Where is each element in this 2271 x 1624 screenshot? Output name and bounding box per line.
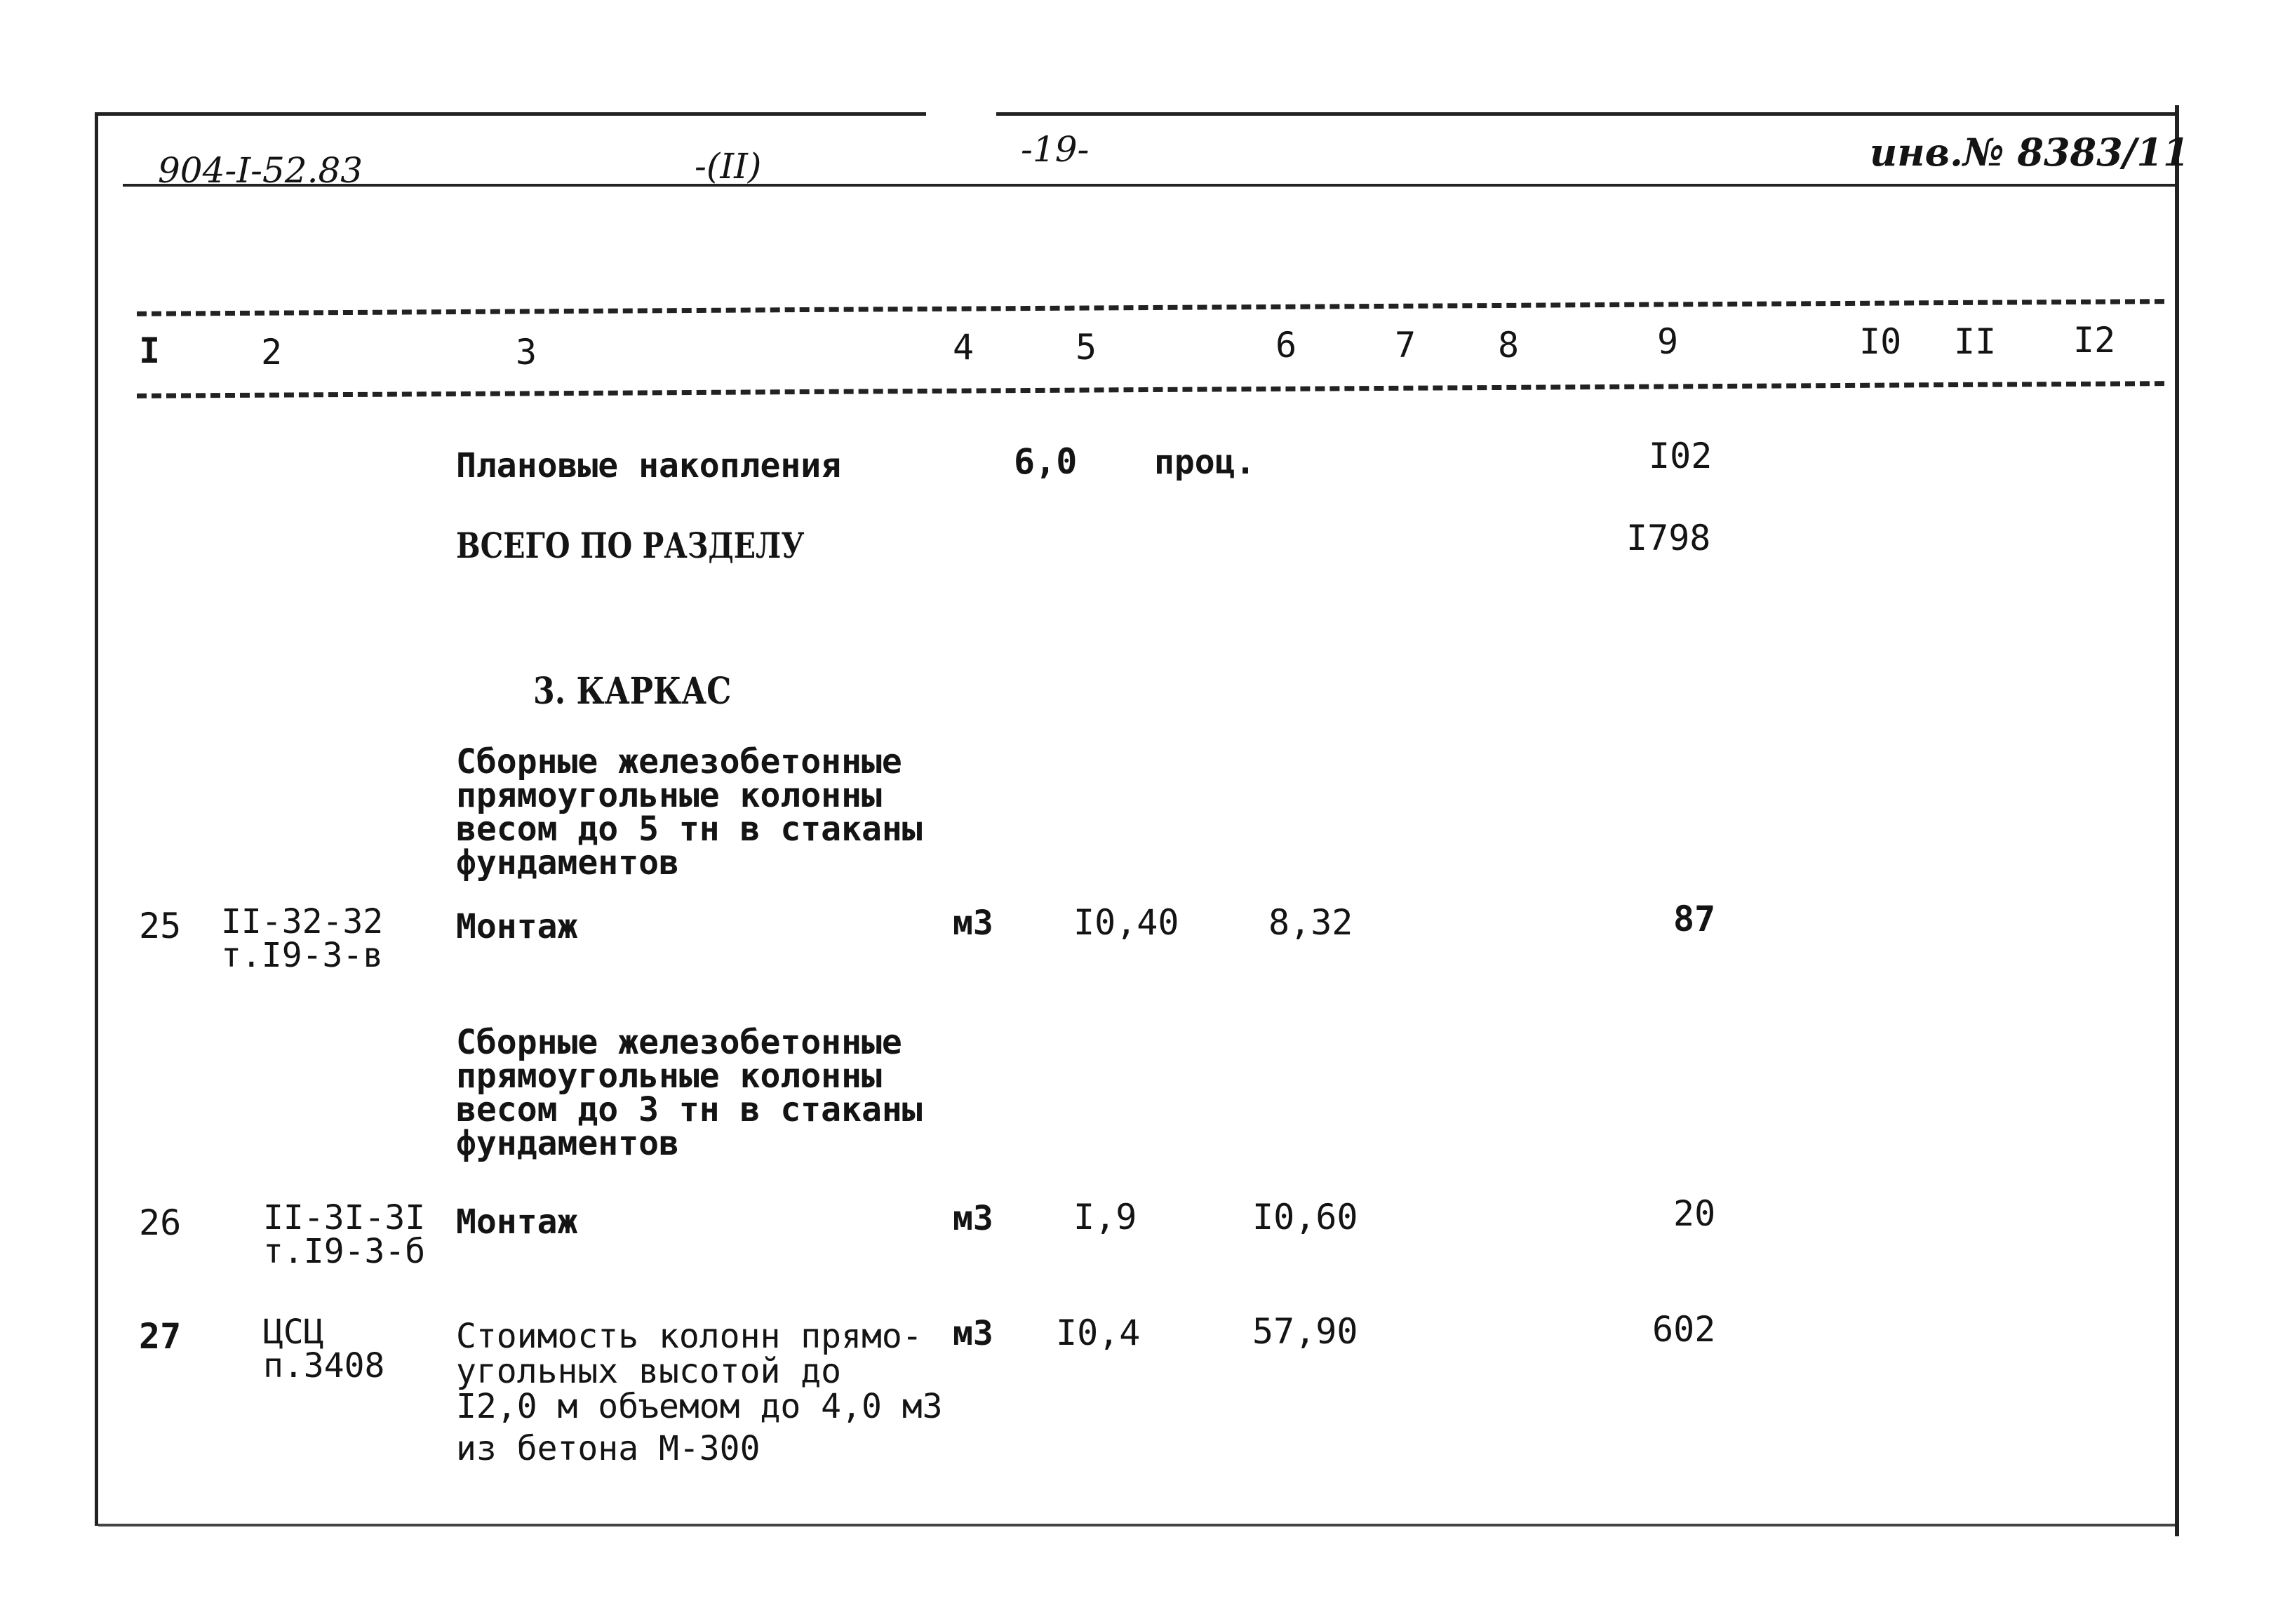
code-line: II-3I-3I [263, 1198, 426, 1237]
group-description [456, 1023, 923, 1163]
row-total: 20 [1673, 1193, 1716, 1234]
name-line: Стоимость колонн прямо- [456, 1317, 923, 1356]
column-number: 3 [516, 332, 537, 373]
column-number: 2 [261, 332, 283, 373]
row-quantity: I0,4 [1056, 1313, 1141, 1353]
header-underline [123, 184, 2175, 187]
name-line: угольных высотой до [456, 1352, 842, 1391]
row-name: Монтаж [456, 1202, 578, 1242]
row-total: I02 [1649, 436, 1713, 476]
row-unit: м3 [953, 904, 993, 943]
description-line: Сборные железобетонные [456, 742, 902, 781]
row-name [456, 1319, 943, 1466]
row-unit: м3 [953, 1199, 993, 1238]
row-total: 87 [1673, 899, 1716, 939]
row-price: 8,32 [1268, 902, 1353, 943]
frame-right-border [2175, 105, 2179, 1536]
column-number: I0 [1859, 321, 1902, 362]
column-number: I2 [2073, 320, 2116, 361]
row-number: 25 [139, 906, 182, 946]
description-line: Сборные железобетонные [456, 1023, 902, 1062]
code-line: II-32-32 [221, 902, 384, 941]
description-line: фундаментов [456, 1124, 679, 1163]
section-code: -(II) [695, 146, 762, 187]
doc-code: 904-I-52.83 [158, 150, 363, 191]
code-line: т.I9-3-в [221, 936, 384, 975]
row-number: 26 [139, 1202, 182, 1243]
page-number: -19- [1021, 129, 1090, 170]
row-quantity: I0,40 [1073, 902, 1179, 943]
column-header-bottom-rule [137, 381, 2164, 398]
column-number: II [1954, 321, 1997, 362]
row-code [221, 902, 384, 975]
description-line: прямоугольные колонны [456, 776, 882, 815]
inventory-number: инв.№ 8383/11 [1870, 130, 2190, 175]
frame-bottom-border [98, 1524, 2175, 1526]
column-number: 6 [1275, 325, 1297, 365]
row-code [263, 1198, 426, 1271]
description-line: прямоугольные колонны [456, 1056, 882, 1096]
code-line: п.3408 [263, 1346, 385, 1385]
column-number: 4 [953, 327, 974, 368]
row-total: I798 [1626, 518, 1711, 558]
column-number: 7 [1395, 325, 1416, 365]
column-number: I [139, 330, 161, 371]
group-description [456, 742, 923, 883]
row-name: Плановые накопления [456, 446, 842, 485]
section-title: 3. КАРКАС [533, 670, 732, 713]
row-unit: м3 [953, 1314, 993, 1353]
row-price: 57,90 [1252, 1311, 1358, 1352]
name-line: из бетона М-300 [456, 1429, 761, 1468]
column-number: 8 [1498, 325, 1520, 365]
name-line: I2,0 м объемом до 4,0 м3 [456, 1387, 943, 1426]
column-header-top-rule [137, 299, 2164, 316]
row-quantity: 6,0 [1014, 441, 1078, 482]
row-name: ВСЕГО ПО РАЗДЕЛУ [456, 525, 805, 566]
frame-left-border [95, 112, 98, 1526]
row-total: 602 [1652, 1309, 1716, 1350]
row-quantity: I,9 [1073, 1197, 1137, 1237]
row-name: Монтаж [456, 907, 578, 946]
row-price: I0,60 [1252, 1197, 1358, 1237]
row-unit-label: проц. [1154, 443, 1256, 482]
frame-top-border [95, 112, 2178, 116]
column-number: 9 [1657, 321, 1679, 362]
code-line: ЦСЦ [263, 1313, 324, 1352]
column-number: 5 [1076, 327, 1097, 368]
description-line: весом до 3 тн в стаканы [456, 1090, 923, 1129]
description-line: фундаментов [456, 843, 679, 883]
code-line: т.I9-3-б [263, 1232, 426, 1271]
frame-top-gap [926, 105, 996, 119]
row-code [263, 1315, 384, 1383]
description-line: весом до 5 тн в стаканы [456, 810, 923, 849]
row-number: 27 [139, 1316, 182, 1357]
